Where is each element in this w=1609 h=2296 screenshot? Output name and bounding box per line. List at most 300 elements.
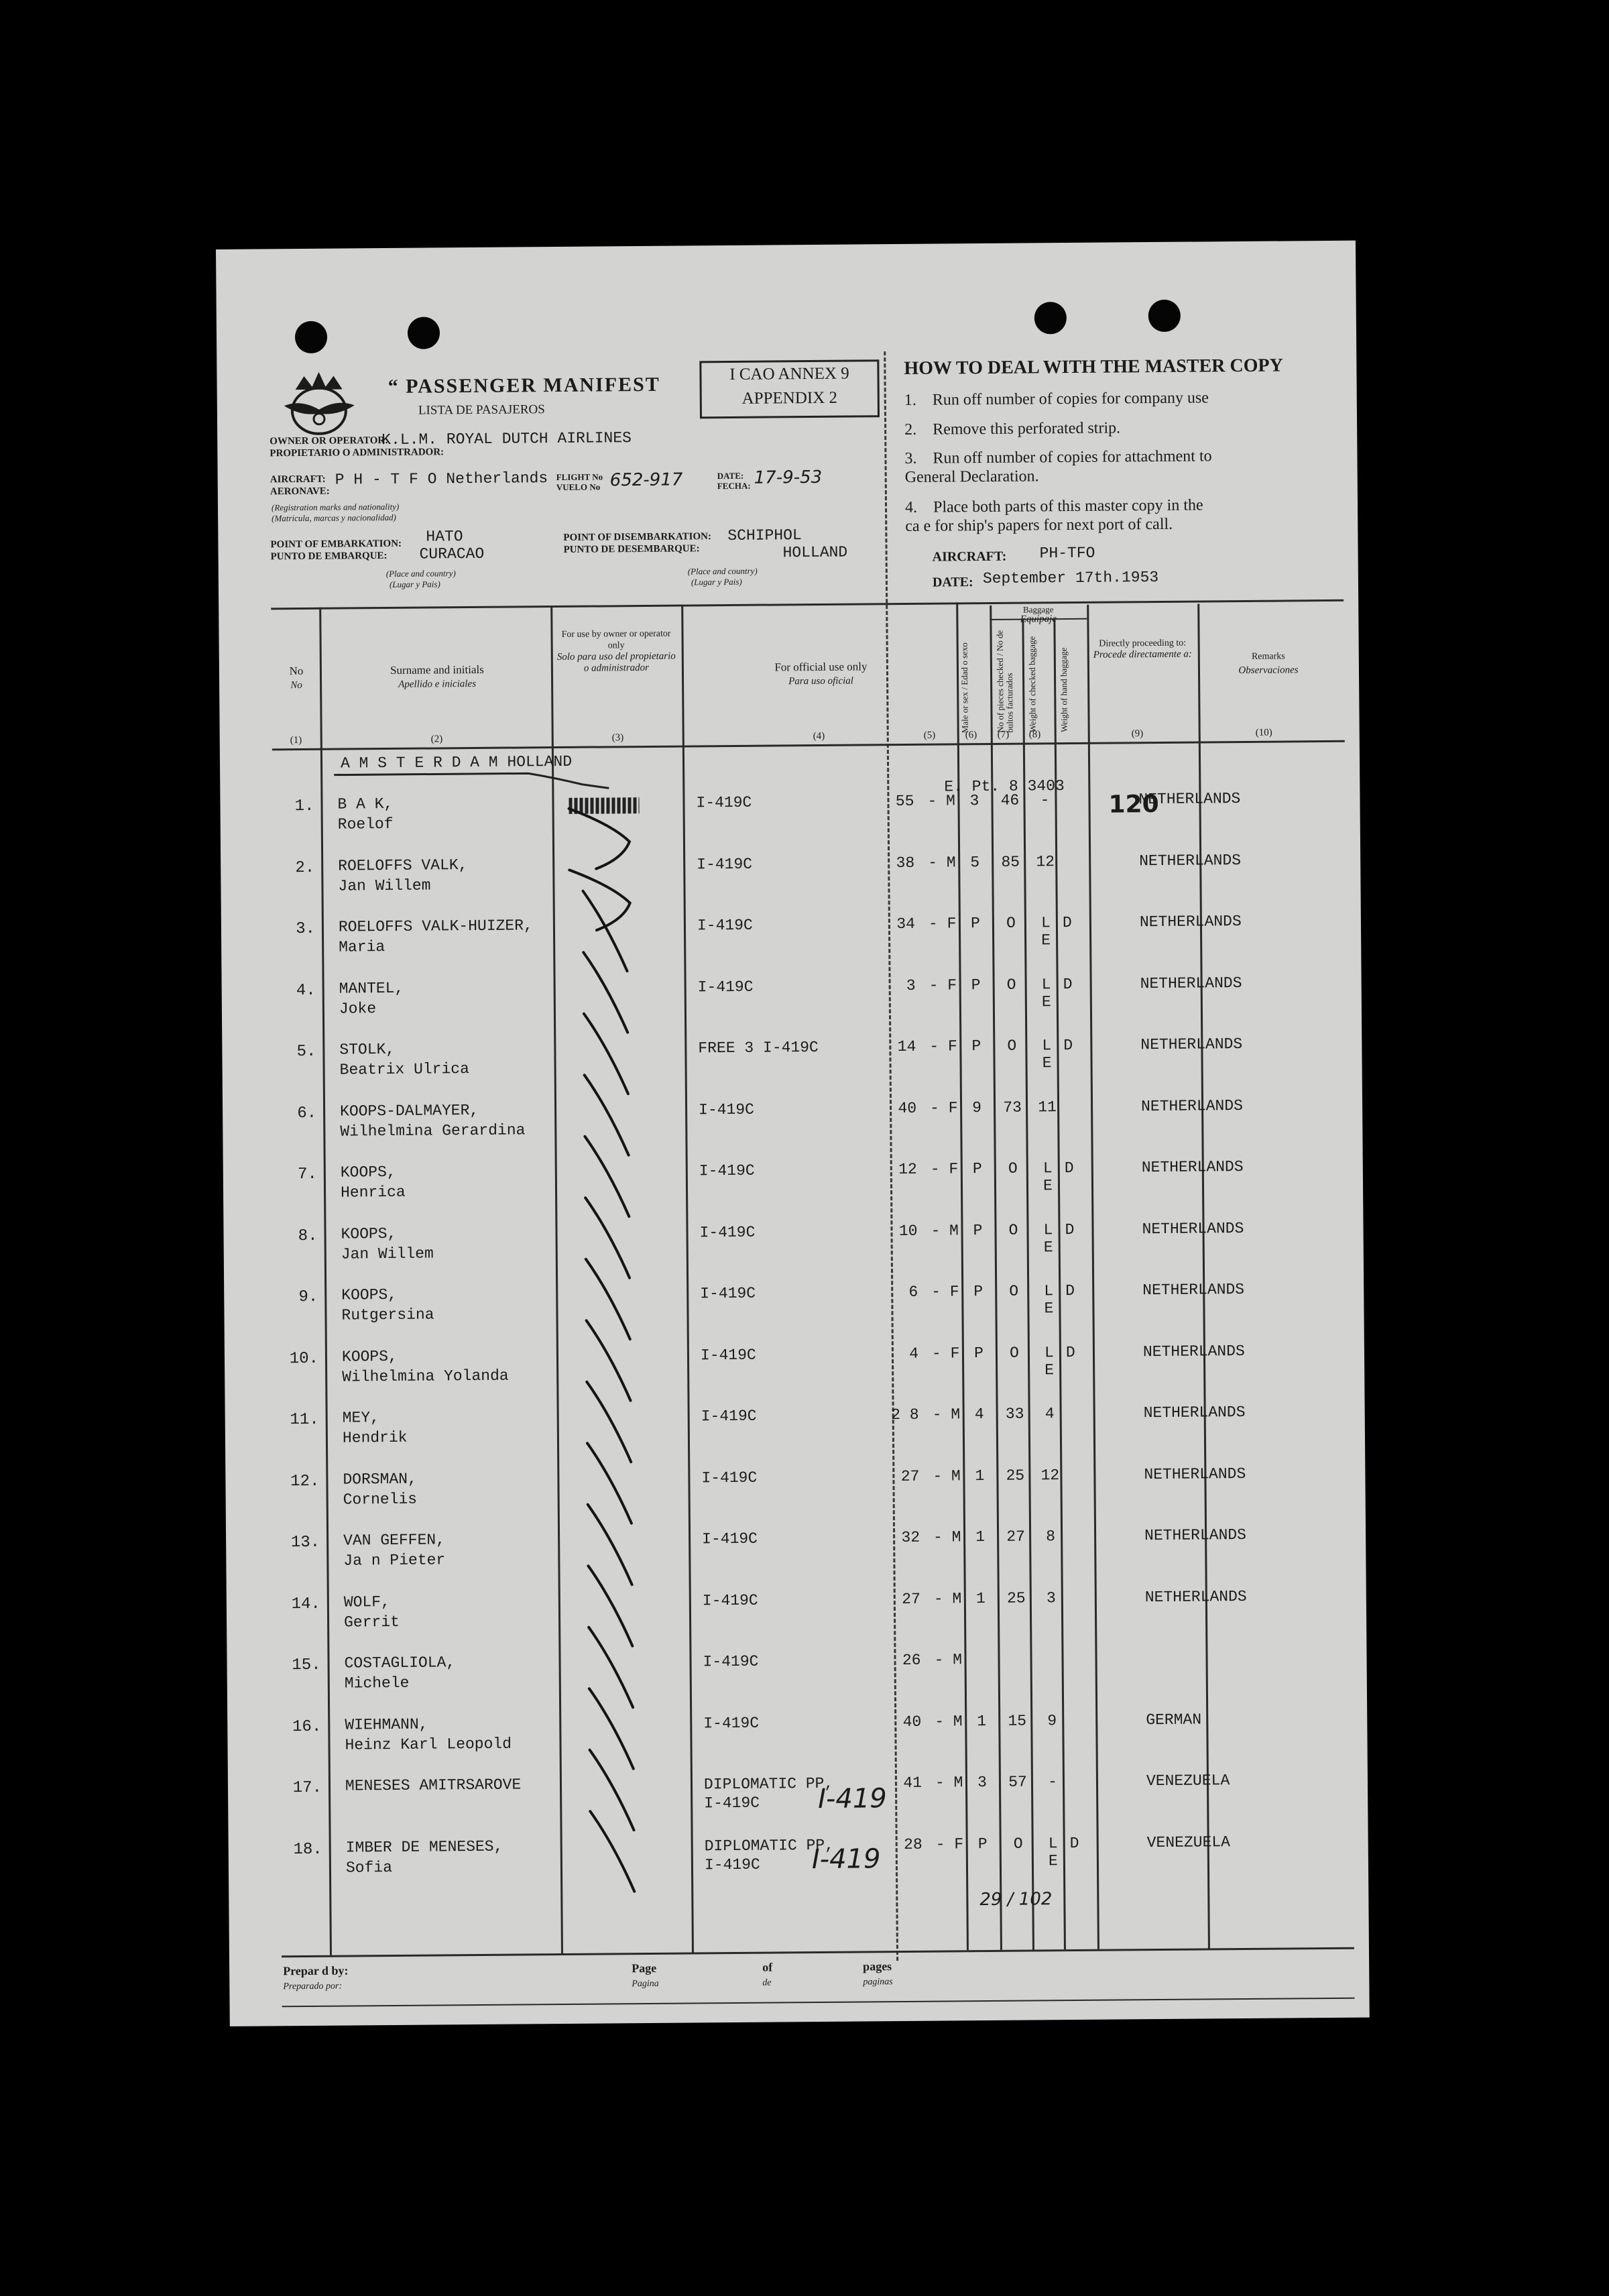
passenger-surname: VAN GEFFEN, bbox=[343, 1531, 446, 1550]
official-use-entry: I-419C bbox=[697, 916, 753, 935]
proceeding-to: D bbox=[1062, 914, 1072, 932]
passenger-surname: MENESES AMITRSAROVE bbox=[345, 1776, 522, 1795]
passenger-remarks: NETHERLANDS bbox=[1140, 974, 1242, 992]
baggage-pieces: 3 bbox=[977, 1774, 987, 1792]
punch-hole bbox=[1034, 302, 1067, 334]
col-remarks-en: Remarks bbox=[1251, 651, 1285, 662]
pages-es: paginas bbox=[863, 1977, 893, 1988]
col-hand-weight-heading: Weight of hand baggage bbox=[1058, 647, 1069, 733]
checked-baggage-weight: 33 bbox=[1005, 1405, 1024, 1423]
check-stroke bbox=[588, 1504, 632, 1585]
passenger-surname: KOOPS-DALMAYER, bbox=[339, 1101, 479, 1121]
row-number: 18. bbox=[293, 1840, 322, 1859]
passenger-given-names: Henrica bbox=[340, 1183, 406, 1202]
passenger-remarks: VENEZUELA bbox=[1146, 1772, 1230, 1790]
hand-baggage-weight: - bbox=[1040, 791, 1050, 809]
hand-baggage-weight: L E bbox=[1044, 1282, 1054, 1318]
passenger-given-names: Maria bbox=[339, 938, 385, 956]
passenger-given-names: Michele bbox=[344, 1674, 410, 1692]
official-use-entry: I-419C bbox=[703, 1714, 760, 1732]
official-use-entry: I-419C bbox=[698, 1100, 755, 1118]
of-label bbox=[762, 1961, 772, 1989]
howto-item-2: 2. Remove this perforated strip. bbox=[904, 419, 1121, 439]
col-number: (8) bbox=[1028, 729, 1041, 740]
col-number: (3) bbox=[611, 732, 624, 744]
passenger-remarks: NETHERLANDS bbox=[1144, 1465, 1246, 1483]
passenger-age: 12 bbox=[898, 1160, 917, 1179]
passenger-remarks: NETHERLANDS bbox=[1143, 1403, 1246, 1422]
col-rule-1 bbox=[319, 608, 332, 1955]
prepared-by-es: Preparado por: bbox=[283, 1981, 343, 1992]
col-operator-en: For use by owner or operator only bbox=[561, 628, 671, 651]
proceeding-to: D bbox=[1065, 1343, 1075, 1361]
baggage-heading bbox=[990, 605, 1087, 624]
baggage-en: Baggage bbox=[1022, 604, 1054, 615]
col-rule-8 bbox=[1087, 605, 1099, 1949]
hand-baggage-weight: 12 bbox=[1040, 1466, 1060, 1484]
row-number: 4. bbox=[296, 981, 316, 1000]
passenger-given-names: Joke bbox=[339, 999, 377, 1018]
passenger-sex: - M bbox=[932, 1405, 961, 1424]
baggage-pieces: 4 bbox=[974, 1405, 984, 1424]
passenger-sex: - F bbox=[935, 1835, 964, 1853]
official-use-entry: I-419C bbox=[696, 793, 752, 812]
owner-value: K.L.M. ROYAL DUTCH AIRLINES bbox=[381, 429, 632, 449]
passenger-age: 55 bbox=[895, 792, 914, 811]
baggage-es: Equipaje bbox=[1020, 614, 1057, 625]
handwritten-total-note: 29 / 102 bbox=[979, 1889, 1053, 1910]
howto-item-3: 3. Run off number of copies for attachment to bbox=[904, 447, 1212, 467]
check-stroke bbox=[585, 1075, 629, 1156]
passenger-remarks: GERMAN bbox=[1146, 1711, 1202, 1729]
passenger-surname: KOOPS, bbox=[341, 1224, 397, 1243]
pages-en: pages bbox=[863, 1959, 892, 1973]
checked-baggage-weight: 25 bbox=[1006, 1589, 1026, 1607]
embark-label: POINT OF EMBARKATION: bbox=[270, 538, 402, 551]
passenger-surname: DORSMAN, bbox=[343, 1470, 417, 1489]
passenger-age: 3 bbox=[906, 976, 916, 994]
row-number: 17. bbox=[292, 1778, 322, 1798]
check-stroke bbox=[588, 1566, 632, 1647]
prepared-by-en: Prepar d by: bbox=[283, 1963, 349, 1978]
passenger-age: 2 8 bbox=[891, 1405, 919, 1424]
passenger-age: 6 bbox=[908, 1283, 918, 1301]
baggage-pieces: P bbox=[971, 976, 981, 994]
passenger-sex: - M bbox=[933, 1589, 962, 1608]
passenger-sex: - M bbox=[933, 1467, 961, 1485]
checked-baggage-weight: 15 bbox=[1008, 1712, 1027, 1730]
col-age-sex-heading: Male or sex / Edad o sexo bbox=[959, 642, 970, 734]
howto-aircraft-value: PH-TFO bbox=[1039, 544, 1095, 563]
passenger-given-names: Sofia bbox=[345, 1858, 393, 1877]
official-use-entry: I-419C bbox=[702, 1591, 758, 1609]
passenger-given-names: Wilhelmina Gerardina bbox=[340, 1121, 526, 1141]
row-number: 12. bbox=[290, 1472, 320, 1491]
baggage-pieces: P bbox=[977, 1835, 988, 1853]
howto-date-label: DATE: bbox=[932, 575, 973, 590]
official-use-entry: I-419C bbox=[700, 1284, 756, 1303]
check-stroke bbox=[569, 870, 630, 931]
check-stroke bbox=[585, 1136, 629, 1217]
hand-baggage-weight: L E bbox=[1044, 1343, 1055, 1379]
of-es: de bbox=[762, 1977, 772, 1988]
passenger-given-names: Hendrik bbox=[342, 1428, 408, 1447]
col-checked-weight-heading: Weight of checked baggage bbox=[1026, 636, 1038, 733]
checked-baggage-weight: O bbox=[1007, 1037, 1017, 1055]
row-number: 15. bbox=[292, 1656, 321, 1675]
checked-baggage-weight: O bbox=[1008, 1221, 1018, 1239]
passenger-sex: - M bbox=[928, 853, 956, 872]
row-number: 5. bbox=[296, 1042, 316, 1061]
col-no-en: No bbox=[289, 664, 304, 678]
hand-baggage-weight: 12 bbox=[1036, 852, 1055, 870]
row-number: 13. bbox=[290, 1533, 320, 1552]
passenger-sex: - F bbox=[929, 976, 957, 994]
baggage-pieces: P bbox=[973, 1283, 984, 1301]
disembark-label-es: PUNTO DE DESEMBARQUE: bbox=[563, 543, 700, 555]
hand-baggage-weight: 8 bbox=[1046, 1528, 1056, 1546]
official-use-entry: FREE 3 I-419C bbox=[698, 1038, 819, 1057]
hand-baggage-weight: 4 bbox=[1045, 1405, 1055, 1423]
proceeding-to: D bbox=[1063, 1036, 1073, 1055]
owner-label-es: PROPIETARIO O ADMINISTRADOR: bbox=[270, 447, 444, 459]
hand-baggage-weight: L E bbox=[1042, 1037, 1052, 1072]
manifest-title: “ PASSENGER MANIFEST bbox=[388, 373, 660, 398]
punch-hole bbox=[1148, 300, 1181, 332]
passenger-surname: STOLK, bbox=[339, 1040, 396, 1059]
baggage-pieces: P bbox=[973, 1344, 984, 1362]
embark-country: CURACAO bbox=[419, 544, 485, 563]
official-use-entry: I-419C bbox=[699, 1161, 755, 1180]
hand-baggage-weight: L E bbox=[1042, 1159, 1053, 1195]
passenger-remarks: NETHERLANDS bbox=[1140, 1096, 1244, 1115]
baggage-pieces: 9 bbox=[972, 1098, 982, 1116]
row-number: 1. bbox=[294, 797, 314, 816]
manifest-date: 17-9-53 bbox=[754, 467, 823, 488]
passenger-sex: - F bbox=[931, 1283, 959, 1301]
passenger-age: 32 bbox=[901, 1528, 920, 1547]
footer-rule bbox=[282, 1998, 1355, 2008]
col-number: (2) bbox=[430, 734, 443, 745]
official-use-entry: I-419C bbox=[701, 1469, 758, 1487]
page-es: Pagina bbox=[632, 1978, 659, 1990]
page-label bbox=[632, 1961, 659, 1990]
passenger-age: 4 bbox=[909, 1344, 919, 1363]
owner-label: OWNER OR OPERATOR: bbox=[270, 435, 389, 447]
leg-underline-scribble bbox=[334, 756, 615, 791]
passenger-age: 10 bbox=[898, 1222, 918, 1240]
passenger-remarks: NETHERLANDS bbox=[1142, 1219, 1244, 1238]
official-use-entry: DIPLOMATIC PP, bbox=[704, 1836, 835, 1855]
col-number: (6) bbox=[965, 730, 977, 741]
hand-baggage-weight: L E bbox=[1041, 975, 1051, 1011]
klm-crown-logo bbox=[280, 363, 358, 438]
disembark-country: HOLLAND bbox=[782, 543, 848, 562]
passenger-sex: - M bbox=[933, 1528, 961, 1546]
proceeding-to: D bbox=[1064, 1159, 1074, 1178]
col-proceeding-es: Procede directamente a: bbox=[1093, 648, 1192, 661]
disembark-note: (Place and country) bbox=[687, 565, 758, 577]
col-remarks-heading bbox=[1201, 650, 1335, 679]
col-official-es: Para uso oficial bbox=[788, 675, 853, 687]
embark-place: HATO bbox=[426, 528, 463, 546]
redacted-stamp bbox=[569, 797, 639, 814]
passenger-given-names: Heinz Karl Leopold bbox=[345, 1735, 512, 1754]
passenger-remarks: NETHERLANDS bbox=[1139, 913, 1242, 931]
col-no-es: No bbox=[290, 680, 302, 691]
official-use-entry: I-419C bbox=[701, 1407, 757, 1426]
baggage-pieces: 1 bbox=[975, 1589, 986, 1607]
official-use-entry-2: I-419C bbox=[704, 1794, 760, 1813]
hand-baggage-weight: 3 bbox=[1046, 1589, 1056, 1607]
row-number: 6. bbox=[297, 1104, 317, 1123]
checked-baggage-weight: 46 bbox=[1000, 791, 1020, 809]
check-stroke bbox=[589, 1627, 633, 1708]
official-use-entry: I-419C bbox=[700, 1346, 756, 1364]
handwritten-i419-row17: I-419 bbox=[817, 1783, 887, 1815]
passenger-age: 38 bbox=[896, 854, 915, 872]
passenger-sex: - F bbox=[930, 1160, 959, 1178]
table-top-rule bbox=[271, 599, 1344, 610]
official-use-entry: I-419C bbox=[697, 855, 753, 873]
annex-line: I CAO ANNEX 9 bbox=[729, 364, 849, 384]
passenger-given-names: Jan Willem bbox=[338, 876, 431, 895]
howto-item-4-text: Place both parts of this master copy in the bbox=[933, 496, 1203, 516]
row-number: 7. bbox=[297, 1165, 317, 1184]
passenger-given-names: Ja n Pieter bbox=[343, 1551, 446, 1570]
passenger-age: 34 bbox=[896, 915, 916, 933]
check-stroke bbox=[590, 1749, 634, 1831]
leg-heading: A M S T E R D A M HOLLAND bbox=[340, 752, 573, 772]
passenger-age: 27 bbox=[902, 1590, 920, 1608]
check-stroke bbox=[587, 1443, 632, 1524]
checked-baggage-weight: 85 bbox=[1001, 853, 1020, 871]
check-stroke bbox=[583, 952, 628, 1033]
passenger-count-120: 120 bbox=[1108, 790, 1159, 819]
hand-baggage-weight: 9 bbox=[1047, 1711, 1057, 1729]
col-number: (5) bbox=[923, 730, 936, 741]
passenger-surname: WIEHMANN, bbox=[345, 1715, 428, 1734]
checked-baggage-weight: 27 bbox=[1006, 1528, 1026, 1546]
passenger-surname: KOOPS, bbox=[341, 1285, 398, 1304]
passenger-surname: COSTAGLIOLA, bbox=[344, 1654, 456, 1672]
col-no-heading bbox=[276, 665, 316, 692]
handwritten-i419-row18: I-419 bbox=[811, 1843, 881, 1876]
passenger-sex: - M bbox=[931, 1221, 959, 1240]
row-number: 10. bbox=[289, 1349, 319, 1368]
flight-label: FLIGHT No bbox=[556, 471, 603, 483]
passenger-age: 26 bbox=[902, 1651, 921, 1670]
check-stroke bbox=[587, 1381, 631, 1462]
howto-item-4-cont: ca e for ship's papers for next port of call. bbox=[905, 515, 1173, 535]
passenger-given-names: Jan Willem bbox=[341, 1244, 434, 1263]
embark-note-es: (Lugar y Pais) bbox=[389, 579, 440, 589]
howto-item-3-cont: General Declaration. bbox=[904, 467, 1039, 486]
row-number: 14. bbox=[291, 1595, 320, 1613]
col-official-en: For official use only bbox=[774, 660, 868, 674]
passenger-surname: ROELOFFS VALK-HUIZER, bbox=[338, 917, 533, 936]
passenger-sex: - M bbox=[927, 792, 956, 810]
passenger-given-names: Cornelis bbox=[343, 1490, 418, 1509]
official-use-entry: I-419C bbox=[697, 978, 754, 996]
check-stroke bbox=[584, 1013, 628, 1094]
checked-baggage-weight: O bbox=[1006, 914, 1016, 932]
baggage-pieces: 1 bbox=[977, 1712, 987, 1730]
col-name-heading bbox=[326, 663, 548, 692]
checked-baggage-weight: O bbox=[1009, 1344, 1019, 1362]
check-stroke bbox=[583, 891, 628, 972]
proceeding-to: D bbox=[1069, 1834, 1079, 1852]
row-number: 16. bbox=[292, 1717, 322, 1736]
passenger-age: 40 bbox=[902, 1713, 922, 1731]
col-operator-es: Solo para uso del propietario o administrador bbox=[556, 650, 676, 674]
official-use-entry: I-419C bbox=[702, 1530, 758, 1548]
col-pieces-heading: No of pieces checked / No de bultos facturados bbox=[994, 630, 1015, 733]
appendix-line: APPENDIX 2 bbox=[741, 388, 838, 408]
passenger-given-names: Wilhelmina Yolanda bbox=[342, 1367, 509, 1386]
hand-baggage-weight: L E bbox=[1043, 1220, 1053, 1256]
passenger-given-names: Rutgersina bbox=[341, 1306, 434, 1324]
hand-baggage-weight: 11 bbox=[1038, 1098, 1057, 1116]
check-stroke bbox=[587, 1320, 631, 1401]
passenger-surname: ROELOFFS VALK, bbox=[338, 856, 468, 875]
manifest-subtitle: LISTA DE PASAJEROS bbox=[418, 402, 545, 418]
passenger-given-names: Beatrix Ulrica bbox=[339, 1060, 469, 1079]
passenger-age: 28 bbox=[904, 1835, 922, 1853]
official-use-entry: I-419C bbox=[703, 1652, 759, 1671]
howto-item-1-text: Run off number of copies for company use bbox=[932, 389, 1209, 409]
col-number: (10) bbox=[1255, 727, 1272, 738]
passenger-sex: - F bbox=[928, 915, 957, 933]
baggage-pieces: P bbox=[972, 1160, 982, 1178]
passenger-remarks: NETHERLANDS bbox=[1142, 1342, 1245, 1361]
col-rule-2 bbox=[550, 606, 563, 1953]
col-name-es: Apellido e iniciales bbox=[398, 678, 477, 690]
row-number: 11. bbox=[290, 1410, 319, 1430]
check-stroke bbox=[585, 1198, 630, 1279]
aircraft-label-es: AERONAVE: bbox=[270, 485, 330, 498]
official-use-entry: DIPLOMATIC PP, bbox=[703, 1774, 834, 1794]
passenger-remarks: NETHERLANDS bbox=[1138, 790, 1241, 809]
passenger-sex: - F bbox=[931, 1344, 960, 1363]
row-number: 2. bbox=[295, 858, 315, 877]
passenger-remarks: NETHERLANDS bbox=[1139, 851, 1242, 870]
col-official-heading bbox=[689, 659, 953, 689]
passenger-age: 14 bbox=[897, 1037, 916, 1056]
col-proceeding-heading bbox=[1091, 638, 1195, 661]
passenger-given-names: Roelof bbox=[337, 815, 394, 834]
date-label: DATE: bbox=[717, 470, 744, 481]
embark-note: (Place and country) bbox=[385, 568, 456, 579]
flight-number: 652-917 bbox=[609, 469, 683, 491]
passenger-age: 40 bbox=[898, 1099, 917, 1117]
hand-baggage-weight: - bbox=[1047, 1773, 1057, 1791]
aircraft-note: (Registration marks and nationality) bbox=[271, 501, 400, 513]
howto-item-4: 4. Place both parts of this master copy in the bbox=[904, 496, 1203, 516]
col-number: (9) bbox=[1131, 728, 1144, 740]
punch-hole bbox=[295, 321, 327, 353]
passenger-sex: - M bbox=[935, 1712, 963, 1731]
col-number: (7) bbox=[997, 729, 1010, 740]
aircraft-value: P H - T F O Netherlands bbox=[335, 469, 548, 489]
checked-baggage-weight: O bbox=[1013, 1835, 1023, 1853]
col-name-en: Surname and initials bbox=[390, 663, 484, 677]
embark-label-es: PUNTO DE EMBARQUE: bbox=[270, 551, 388, 563]
punch-hole bbox=[408, 317, 440, 349]
ept-annotation: E. Pt. 8 3403 bbox=[944, 777, 1065, 796]
baggage-pieces: P bbox=[971, 1037, 981, 1055]
disembark-label: POINT OF DISEMBARKATION: bbox=[563, 531, 712, 543]
passenger-surname: KOOPS, bbox=[340, 1163, 396, 1182]
checked-baggage-weight: O bbox=[1008, 1159, 1018, 1178]
passenger-sex: - M bbox=[935, 1774, 963, 1792]
prepared-by-label bbox=[283, 1964, 349, 1993]
baggage-pieces: 1 bbox=[975, 1528, 986, 1546]
proceeding-to: D bbox=[1063, 975, 1073, 993]
howto-item-1: 1. Run off number of copies for company use bbox=[904, 389, 1209, 409]
checked-baggage-weight: 73 bbox=[1003, 1098, 1022, 1116]
col-rule-3 bbox=[681, 605, 694, 1953]
row-number: 3. bbox=[296, 919, 316, 939]
checked-baggage-weight: O bbox=[1009, 1282, 1019, 1300]
howto-date-value: September 17th.1953 bbox=[982, 568, 1159, 588]
howto-title: HOW TO DEAL WITH THE MASTER COPY bbox=[904, 355, 1283, 379]
passenger-remarks: VENEZUELA bbox=[1146, 1833, 1231, 1851]
baggage-pieces: 3 bbox=[969, 792, 979, 810]
row-number: 8. bbox=[298, 1226, 318, 1245]
baggage-pieces: 5 bbox=[970, 853, 980, 871]
passenger-remarks: NETHERLANDS bbox=[1141, 1158, 1244, 1177]
table-bottom-rule bbox=[282, 1947, 1354, 1958]
col-number: (1) bbox=[290, 735, 302, 746]
official-use-entry-2: I-419C bbox=[704, 1855, 760, 1874]
check-stroke bbox=[589, 1688, 634, 1770]
manifest-sheet bbox=[216, 241, 1370, 2026]
passenger-age: 27 bbox=[900, 1467, 920, 1485]
hand-baggage-weight: L E bbox=[1040, 914, 1051, 950]
passenger-age: 41 bbox=[903, 1774, 922, 1792]
passenger-sex: - F bbox=[929, 1098, 958, 1117]
checked-baggage-weight: 25 bbox=[1006, 1467, 1025, 1485]
aircraft-note-es: (Matricula, marcas y nacionalidad) bbox=[272, 512, 397, 524]
passenger-remarks: NETHERLANDS bbox=[1140, 1035, 1243, 1054]
passenger-sex: - F bbox=[929, 1037, 957, 1055]
baggage-pieces: 1 bbox=[975, 1467, 985, 1485]
aircraft-label: AIRCRAFT: bbox=[270, 473, 326, 485]
passenger-remarks: NETHERLANDS bbox=[1144, 1587, 1247, 1606]
howto-item-3-text: Run off number of copies for attachment to bbox=[933, 447, 1212, 467]
check-stroke bbox=[586, 1259, 630, 1340]
passenger-surname: KOOPS, bbox=[341, 1347, 398, 1366]
passenger-sex: - M bbox=[934, 1651, 963, 1669]
disembark-note-es: (Lugar y Pais) bbox=[691, 576, 742, 587]
pages-label bbox=[863, 1959, 893, 1988]
passenger-given-names: Gerrit bbox=[343, 1613, 400, 1631]
col-remarks-es: Observaciones bbox=[1238, 665, 1299, 677]
proceeding-to: D bbox=[1065, 1220, 1075, 1239]
passenger-remarks: NETHERLANDS bbox=[1142, 1280, 1245, 1300]
col-proceeding-en: Directly proceeding to: bbox=[1099, 638, 1187, 649]
baggage-pieces: P bbox=[970, 915, 980, 933]
of-en: of bbox=[762, 1960, 773, 1974]
passenger-surname: WOLF, bbox=[343, 1593, 390, 1611]
hand-baggage-weight: L E bbox=[1048, 1834, 1058, 1870]
checked-baggage-weight: 57 bbox=[1008, 1773, 1027, 1791]
howto-item-2-text: Remove this perforated strip. bbox=[933, 419, 1121, 439]
baggage-pieces: P bbox=[973, 1221, 983, 1239]
col-number: (4) bbox=[813, 730, 825, 742]
proceeding-to: D bbox=[1065, 1281, 1075, 1300]
